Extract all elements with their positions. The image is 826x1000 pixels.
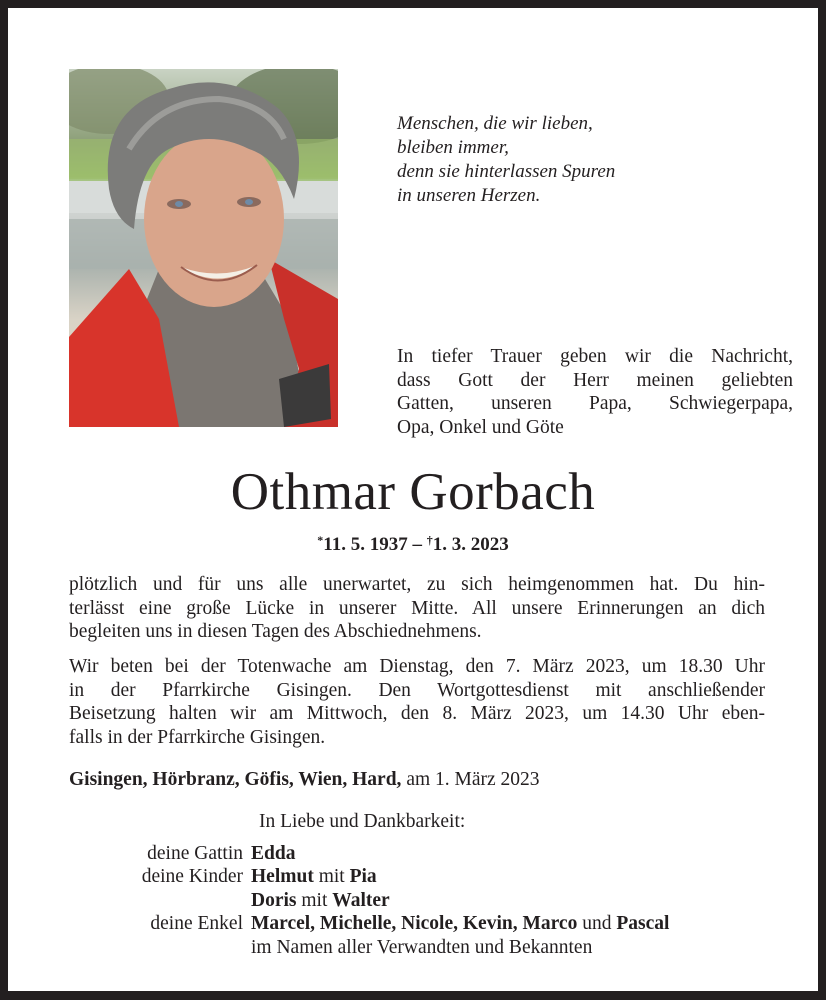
mourner-name: Walter bbox=[332, 889, 390, 911]
portrait-photo bbox=[69, 69, 338, 427]
quote-line: in unseren Herzen. bbox=[397, 185, 541, 206]
paragraph-line: falls in der Pfarrkirche Gisingen. bbox=[69, 726, 326, 748]
closing-text: im Namen aller Verwandten und Bekannten bbox=[251, 936, 593, 958]
memorial-quote bbox=[397, 112, 615, 208]
quote-line: bleiben immer, bbox=[397, 137, 509, 158]
mourners-signature bbox=[8, 810, 818, 959]
portrait-illustration bbox=[69, 69, 338, 427]
deceased-name: Othmar Gorbach bbox=[230, 463, 596, 521]
mourner-row-children bbox=[8, 865, 818, 889]
death-date: 1. 3. 2023 bbox=[432, 534, 509, 555]
connector-text: mit bbox=[313, 866, 350, 887]
relation-label: deine Gattin bbox=[147, 842, 243, 864]
birth-star-icon: * bbox=[317, 533, 324, 547]
relation-label: deine Enkel bbox=[150, 913, 243, 934]
paragraph-line: begleiten uns in diesen Tagen des Abschiednehmens. bbox=[69, 621, 482, 642]
paragraph-line: in der Pfarrkirche Gisingen. Den Wortgottesdienst mit anschließender bbox=[69, 679, 765, 701]
death-cross-icon: † bbox=[426, 533, 433, 547]
intro-line: dass Gott der Herr meinen geliebten bbox=[397, 369, 793, 391]
service-details-paragraph bbox=[69, 655, 765, 749]
intro-line: Opa, Onkel und Göte bbox=[397, 416, 564, 438]
connector-text: und bbox=[577, 913, 617, 934]
mourner-name: Pascal bbox=[616, 913, 670, 934]
intro-line: In tiefer Trauer geben wir die Nachricht, bbox=[397, 346, 793, 367]
farewell-paragraph bbox=[69, 573, 765, 644]
locations: Gisingen, Hörbranz, Göfis, Wien, Hard, bbox=[69, 769, 402, 790]
mourner-name: Edda bbox=[251, 842, 296, 864]
quote-line: denn sie hinterlassen Spuren bbox=[397, 161, 616, 182]
mourner-row-closing bbox=[8, 936, 818, 960]
paragraph-line: Beisetzung halten wir am Mittwoch, den 8. März 2023, um 14.30 Uhr eben- bbox=[69, 703, 765, 724]
mourner-name: Helmut bbox=[251, 866, 314, 887]
announcement-intro bbox=[397, 345, 793, 439]
quote-line: Menschen, die wir lieben, bbox=[397, 113, 593, 134]
announcement-date: am 1. März 2023 bbox=[401, 769, 540, 790]
mourner-row-grandchildren bbox=[8, 912, 818, 936]
intro-line: Gatten, unseren Papa, Schwiegerpapa, bbox=[397, 393, 793, 414]
obituary-card bbox=[8, 8, 818, 991]
paragraph-line: plötzlich und für uns alle unerwartet, zu sich heimgenommen hat. Du hin- bbox=[69, 574, 765, 595]
mourner-row-children-2 bbox=[8, 889, 818, 913]
life-dates bbox=[8, 528, 818, 557]
birth-date: 11. 5. 1937 bbox=[323, 534, 408, 555]
paragraph-line: Wir beten bei der Totenwache am Dienstag, den 7. März 2023, um 18.30 Uhr bbox=[69, 656, 765, 677]
signature-heading: In Liebe und Dankbarkeit: bbox=[259, 811, 466, 832]
mourner-name: Doris bbox=[251, 889, 297, 911]
paragraph-line: terlässt eine große Lücke in unserer Mitte. All unsere Erinnerungen an dich bbox=[69, 597, 765, 619]
date-separator: – bbox=[407, 534, 427, 555]
connector-text: mit bbox=[296, 889, 333, 911]
relation-label: deine Kinder bbox=[141, 866, 243, 887]
mourner-row-wife bbox=[8, 842, 818, 866]
mourner-name: Pia bbox=[349, 866, 377, 887]
places-and-date bbox=[69, 768, 540, 792]
mourner-name: Marcel, Michelle, Nicole, Kevin, Marco bbox=[251, 913, 578, 934]
